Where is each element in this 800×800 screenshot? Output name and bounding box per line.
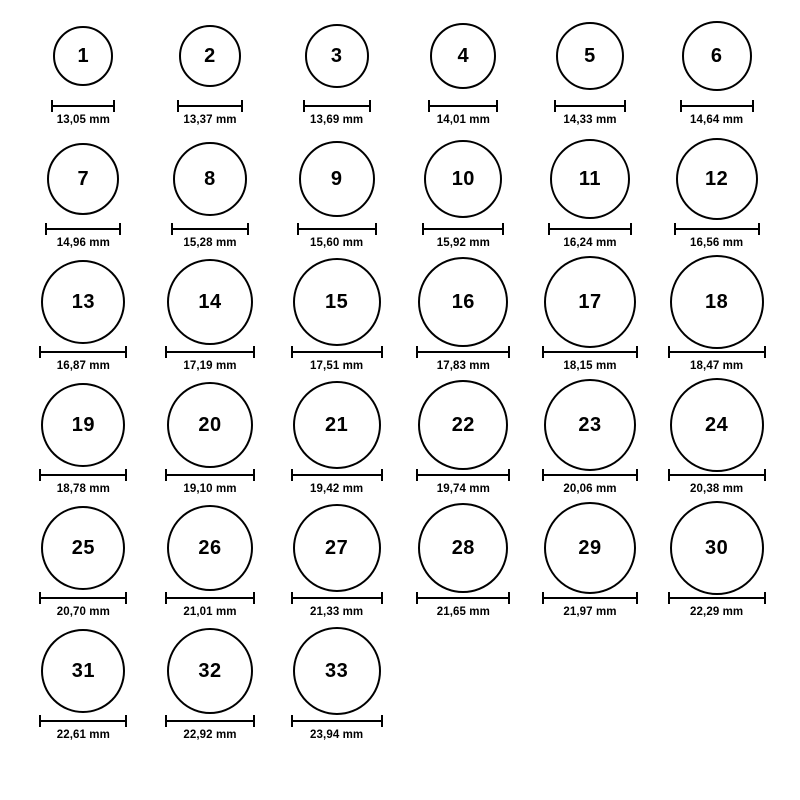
ring-diameter-text: 21,65 mm (436, 606, 490, 618)
ring-diameter-text: 17,83 mm (436, 360, 490, 372)
ring-circle[interactable] (293, 381, 381, 469)
ring-size-label: 8 (204, 168, 216, 190)
ring-circle-wrap (424, 131, 502, 227)
measure-cap-right (508, 346, 510, 358)
ring-size-label: 18 (705, 291, 729, 313)
measure-cap-left (674, 223, 676, 235)
measure-bar (51, 100, 115, 110)
ring-circle-wrap (556, 8, 624, 104)
measure-cap-left (668, 592, 670, 604)
ring-diameter-text: 20,38 mm (690, 483, 744, 495)
ring-diameter-text: 20,06 mm (563, 483, 617, 495)
measure-cap-right (253, 592, 255, 604)
measure-line (51, 105, 115, 107)
measure-cap-right (636, 346, 638, 358)
measure-cap-right (502, 223, 504, 235)
ring-cell[interactable] (527, 8, 654, 131)
ring-circle[interactable] (299, 141, 375, 217)
measure-cap-right (624, 100, 626, 112)
ring-cell[interactable] (20, 8, 147, 131)
measure-bar (177, 100, 243, 110)
ring-circle[interactable] (556, 22, 624, 90)
ring-size-label: 1 (77, 45, 90, 67)
measure-bar (668, 346, 766, 356)
measure-bar (416, 469, 510, 479)
measure-line (428, 105, 498, 107)
ring-diameter-text: 16,24 mm (563, 237, 617, 249)
measure-cap-right (253, 469, 255, 481)
ring-cell[interactable] (527, 500, 654, 623)
measure-cap-left (165, 592, 167, 604)
ring-cell[interactable] (147, 254, 274, 377)
measure-bar (45, 223, 121, 233)
measure-line (422, 228, 504, 230)
measure-line (39, 720, 127, 722)
measure-bar (171, 223, 249, 233)
measure-cap-right (113, 100, 115, 112)
measure-cap-left (548, 223, 550, 235)
ring-size-label: 5 (584, 45, 596, 67)
measure-line (165, 720, 255, 722)
ring-circle[interactable] (418, 257, 508, 347)
measure-bar (291, 715, 383, 725)
measure-cap-left (39, 715, 41, 727)
ring-circle-wrap (418, 500, 508, 596)
ring-circle[interactable] (167, 505, 253, 591)
ring-diameter-text: 23,94 mm (310, 729, 364, 741)
ring-size-label: 21 (325, 414, 349, 436)
measure-line (39, 474, 127, 476)
measure-cap-right (758, 223, 760, 235)
ring-cell[interactable] (273, 131, 400, 254)
ring-size-label: 23 (578, 414, 602, 436)
measure-cap-right (125, 715, 127, 727)
ring-circle-wrap (682, 8, 752, 104)
ring-circle[interactable] (544, 379, 636, 471)
ring-circle-wrap (41, 254, 125, 350)
ring-cell[interactable] (273, 500, 400, 623)
ring-circle-wrap (550, 131, 630, 227)
measure-cap-left (416, 346, 418, 358)
measure-bar (422, 223, 504, 233)
measure-cap-right (253, 715, 255, 727)
measure-line (165, 351, 255, 353)
ring-circle[interactable] (179, 25, 241, 87)
ring-cell[interactable] (273, 254, 400, 377)
ring-circle[interactable] (167, 628, 253, 714)
measure-bar (548, 223, 632, 233)
ring-size-label: 29 (578, 537, 602, 559)
ring-circle-wrap (53, 8, 113, 104)
ring-cell[interactable] (20, 377, 147, 500)
ring-size-label: 22 (451, 414, 475, 436)
ring-circle[interactable] (167, 382, 253, 468)
measure-cap-right (241, 100, 243, 112)
measure-line (39, 351, 127, 353)
ring-size-label: 2 (204, 45, 216, 67)
ring-cell[interactable] (20, 254, 147, 377)
ring-circle-wrap (41, 623, 125, 719)
ring-circle-wrap (173, 131, 247, 227)
ring-circle[interactable] (41, 260, 125, 344)
ring-cell[interactable] (147, 8, 274, 131)
measure-cap-right (508, 592, 510, 604)
measure-cap-right (381, 715, 383, 727)
measure-cap-right (253, 346, 255, 358)
ring-circle[interactable] (305, 24, 369, 88)
ring-cell[interactable] (653, 8, 780, 131)
ring-circle[interactable] (41, 383, 125, 467)
ring-circle[interactable] (670, 255, 764, 349)
ring-circle-wrap (418, 377, 508, 473)
measure-cap-left (177, 100, 179, 112)
ring-cell[interactable] (147, 623, 274, 746)
ring-diameter-text: 14,01 mm (436, 114, 490, 126)
measure-line (45, 228, 121, 230)
measure-cap-right (496, 100, 498, 112)
ring-circle[interactable] (41, 506, 125, 590)
measure-cap-right (636, 592, 638, 604)
ring-circle-wrap (670, 254, 764, 350)
measure-bar (39, 469, 127, 479)
measure-bar (165, 592, 255, 602)
ring-circle-wrap (430, 8, 496, 104)
measure-cap-left (668, 346, 670, 358)
ring-diameter-text: 13,05 mm (56, 114, 110, 126)
measure-bar (668, 469, 766, 479)
measure-line (165, 597, 255, 599)
ring-diameter-text: 22,92 mm (183, 729, 237, 741)
ring-circle[interactable] (418, 503, 508, 593)
measure-bar (39, 592, 127, 602)
ring-cell[interactable] (20, 623, 147, 746)
measure-cap-left (39, 592, 41, 604)
measure-bar (303, 100, 371, 110)
ring-circle[interactable] (293, 258, 381, 346)
ring-cell[interactable] (273, 623, 400, 746)
measure-cap-right (764, 592, 766, 604)
ring-diameter-text: 19,10 mm (183, 483, 237, 495)
measure-cap-left (165, 469, 167, 481)
measure-cap-left (297, 223, 299, 235)
measure-line (668, 474, 766, 476)
ring-cell[interactable] (273, 377, 400, 500)
ring-diameter-text: 17,19 mm (183, 360, 237, 372)
measure-bar (668, 592, 766, 602)
ring-size-label: 32 (198, 660, 222, 682)
ring-diameter-text: 21,01 mm (183, 606, 237, 618)
ring-circle-wrap (544, 254, 636, 350)
measure-bar (165, 346, 255, 356)
ring-circle-wrap (167, 377, 253, 473)
measure-cap-left (542, 469, 544, 481)
ring-cell[interactable] (653, 131, 780, 254)
ring-circle-wrap (305, 8, 369, 104)
ring-circle[interactable] (544, 256, 636, 348)
ring-circle-wrap (418, 254, 508, 350)
measure-cap-left (554, 100, 556, 112)
ring-diameter-text: 17,51 mm (310, 360, 364, 372)
ring-circle-wrap (293, 623, 381, 719)
measure-line (668, 597, 766, 599)
measure-bar (416, 592, 510, 602)
ring-circle-wrap (167, 623, 253, 719)
measure-bar (291, 469, 383, 479)
ring-diameter-text: 18,47 mm (690, 360, 744, 372)
measure-cap-left (291, 346, 293, 358)
ring-circle[interactable] (418, 380, 508, 470)
measure-bar (291, 592, 383, 602)
ring-circle-wrap (293, 254, 381, 350)
ring-cell[interactable] (653, 254, 780, 377)
ring-diameter-text: 16,87 mm (56, 360, 110, 372)
ring-cell[interactable] (20, 131, 147, 254)
ring-grid (20, 0, 780, 746)
measure-line (177, 105, 243, 107)
ring-diameter-text: 15,60 mm (310, 237, 364, 249)
ring-circle[interactable] (41, 629, 125, 713)
measure-cap-right (119, 223, 121, 235)
measure-bar (416, 346, 510, 356)
ring-circle-wrap (167, 254, 253, 350)
ring-circle[interactable] (544, 502, 636, 594)
measure-bar (39, 715, 127, 725)
ring-circle-wrap (670, 500, 764, 596)
measure-cap-left (422, 223, 424, 235)
ring-size-label: 14 (198, 291, 222, 313)
measure-cap-left (171, 223, 173, 235)
measure-cap-left (39, 469, 41, 481)
measure-line (416, 597, 510, 599)
ring-circle[interactable] (47, 143, 119, 215)
measure-bar (674, 223, 760, 233)
measure-cap-left (165, 346, 167, 358)
ring-diameter-text: 22,29 mm (690, 606, 744, 618)
ring-circle-wrap (670, 377, 764, 473)
measure-cap-left (51, 100, 53, 112)
measure-cap-left (428, 100, 430, 112)
measure-cap-left (668, 469, 670, 481)
ring-cell[interactable] (20, 500, 147, 623)
ring-cell[interactable] (527, 377, 654, 500)
ring-size-label: 17 (578, 291, 602, 313)
ring-size-label: 25 (71, 537, 95, 559)
ring-size-label: 33 (325, 660, 349, 682)
ring-diameter-text: 16,56 mm (690, 237, 744, 249)
ring-cell[interactable] (400, 8, 527, 131)
measure-line (171, 228, 249, 230)
measure-bar (291, 346, 383, 356)
ring-cell[interactable] (653, 377, 780, 500)
measure-cap-left (291, 592, 293, 604)
measure-bar (542, 592, 638, 602)
measure-cap-right (508, 469, 510, 481)
ring-circle-wrap (293, 500, 381, 596)
measure-cap-left (45, 223, 47, 235)
ring-cell[interactable] (400, 131, 527, 254)
measure-line (542, 597, 638, 599)
ring-diameter-text: 15,28 mm (183, 237, 237, 249)
ring-diameter-text: 18,15 mm (563, 360, 617, 372)
ring-circle[interactable] (167, 259, 253, 345)
measure-cap-right (764, 469, 766, 481)
ring-cell[interactable] (147, 131, 274, 254)
measure-cap-left (416, 592, 418, 604)
ring-diameter-text: 21,97 mm (563, 606, 617, 618)
ring-size-label: 10 (451, 168, 475, 190)
measure-line (291, 597, 383, 599)
ring-size-label: 9 (330, 168, 343, 190)
measure-line (291, 474, 383, 476)
measure-cap-right (375, 223, 377, 235)
ring-diameter-text: 19,42 mm (310, 483, 364, 495)
measure-line (165, 474, 255, 476)
ring-circle[interactable] (430, 23, 496, 89)
ring-cell[interactable] (400, 377, 527, 500)
measure-bar (165, 469, 255, 479)
ring-cell[interactable] (400, 500, 527, 623)
ring-size-label: 6 (710, 45, 723, 67)
measure-bar (554, 100, 626, 110)
measure-line (39, 597, 127, 599)
ring-circle[interactable] (670, 378, 764, 472)
ring-size-label: 19 (71, 414, 95, 436)
ring-circle-wrap (676, 131, 758, 227)
measure-cap-left (680, 100, 682, 112)
measure-cap-left (542, 346, 544, 358)
ring-size-label: 20 (198, 414, 222, 436)
ring-diameter-text: 19,74 mm (436, 483, 490, 495)
measure-cap-left (542, 592, 544, 604)
ring-circle-wrap (47, 131, 119, 227)
measure-cap-right (125, 346, 127, 358)
ring-diameter-text: 18,78 mm (56, 483, 110, 495)
ring-cell[interactable] (653, 500, 780, 623)
measure-line (297, 228, 377, 230)
ring-cell[interactable] (527, 254, 654, 377)
measure-cap-left (165, 715, 167, 727)
ring-circle-wrap (544, 500, 636, 596)
ring-circle[interactable] (670, 501, 764, 595)
measure-cap-right (764, 346, 766, 358)
ring-size-label: 13 (71, 291, 95, 313)
ring-diameter-text: 14,64 mm (690, 114, 744, 126)
measure-line (291, 351, 383, 353)
measure-cap-right (247, 223, 249, 235)
ring-diameter-text: 20,70 mm (56, 606, 110, 618)
measure-cap-right (369, 100, 371, 112)
ring-diameter-text: 22,61 mm (56, 729, 110, 741)
measure-bar (165, 715, 255, 725)
ring-size-label: 4 (457, 45, 470, 67)
measure-line (548, 228, 632, 230)
measure-line (416, 474, 510, 476)
measure-line (416, 351, 510, 353)
measure-cap-right (381, 592, 383, 604)
measure-cap-left (291, 715, 293, 727)
ring-cell[interactable] (400, 254, 527, 377)
ring-circle[interactable] (53, 26, 113, 86)
measure-bar (39, 346, 127, 356)
measure-cap-left (303, 100, 305, 112)
ring-circle-wrap (544, 377, 636, 473)
ring-size-label: 31 (71, 660, 95, 682)
measure-cap-right (381, 346, 383, 358)
ring-cell[interactable] (147, 500, 274, 623)
ring-circle-wrap (179, 8, 241, 104)
ring-circle[interactable] (173, 142, 247, 216)
measure-line (668, 351, 766, 353)
ring-diameter-text: 15,92 mm (436, 237, 490, 249)
ring-diameter-text: 14,96 mm (56, 237, 110, 249)
ring-circle[interactable] (676, 138, 758, 220)
ring-size-label: 27 (325, 537, 349, 559)
ring-circle-wrap (167, 500, 253, 596)
measure-line (554, 105, 626, 107)
ring-circle[interactable] (424, 140, 502, 218)
ring-size-label: 15 (325, 291, 349, 313)
measure-bar (297, 223, 377, 233)
ring-size-label: 16 (451, 291, 475, 313)
ring-diameter-text: 14,33 mm (563, 114, 617, 126)
ring-size-label: 26 (198, 537, 222, 559)
measure-cap-right (125, 469, 127, 481)
ring-circle[interactable] (293, 627, 381, 715)
measure-cap-left (416, 469, 418, 481)
ring-circle[interactable] (293, 504, 381, 592)
measure-cap-right (636, 469, 638, 481)
ring-size-label: 3 (330, 45, 343, 67)
ring-diameter-text: 13,37 mm (183, 114, 237, 126)
ring-size-label: 30 (705, 537, 729, 559)
ring-circle-wrap (41, 500, 125, 596)
measure-cap-right (381, 469, 383, 481)
measure-line (303, 105, 371, 107)
ring-circle-wrap (41, 377, 125, 473)
measure-line (542, 474, 638, 476)
ring-diameter-text: 21,33 mm (310, 606, 364, 618)
ring-size-label: 24 (705, 414, 729, 436)
measure-line (542, 351, 638, 353)
measure-cap-left (291, 469, 293, 481)
measure-bar (680, 100, 754, 110)
measure-bar (542, 346, 638, 356)
measure-line (291, 720, 383, 722)
measure-cap-right (125, 592, 127, 604)
measure-line (674, 228, 760, 230)
measure-bar (428, 100, 498, 110)
ring-size-label: 12 (705, 168, 729, 190)
ring-cell[interactable] (527, 131, 654, 254)
measure-bar (542, 469, 638, 479)
ring-cell[interactable] (147, 377, 274, 500)
ring-circle[interactable] (550, 139, 630, 219)
ring-diameter-text: 13,69 mm (310, 114, 364, 126)
ring-size-label: 11 (578, 168, 602, 190)
ring-circle-wrap (293, 377, 381, 473)
ring-size-label: 7 (77, 168, 90, 190)
ring-cell[interactable] (273, 8, 400, 131)
ring-circle[interactable] (682, 21, 752, 91)
measure-line (680, 105, 754, 107)
ring-size-label: 28 (451, 537, 475, 559)
measure-cap-right (630, 223, 632, 235)
measure-cap-left (39, 346, 41, 358)
measure-cap-right (752, 100, 754, 112)
ring-circle-wrap (299, 131, 375, 227)
